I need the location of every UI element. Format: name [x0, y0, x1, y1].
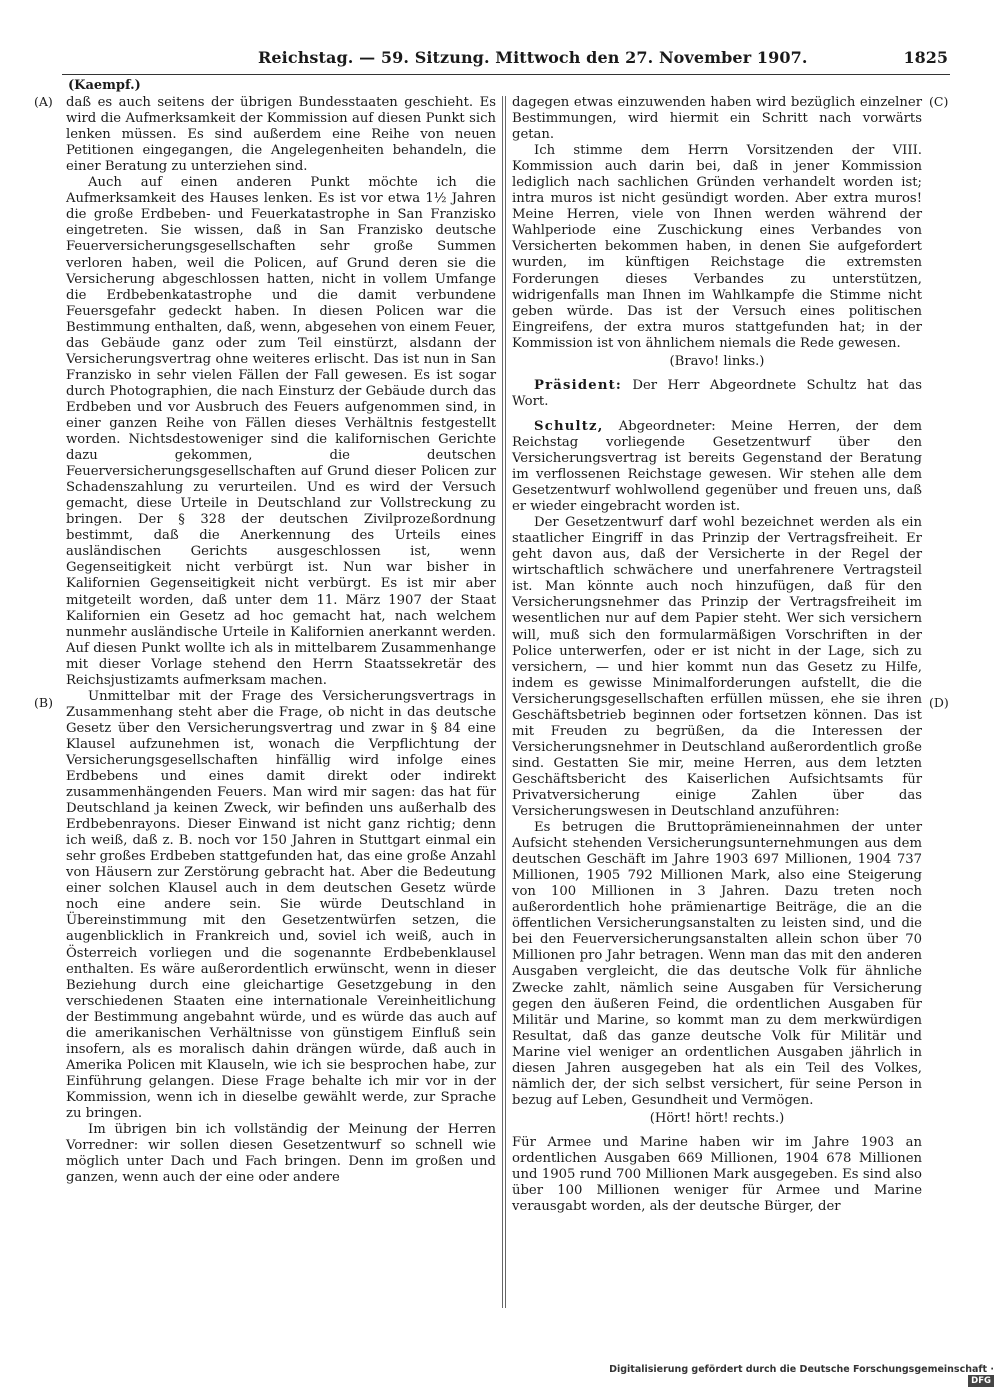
right-column	[512, 95, 922, 1215]
paragraph: Für Armee und Marine haben wir im Jahre 1903 an ordentlichen Ausgaben 669 Millionen, 1904 678 Millionen und 1905 rund 700 Millionen Mark ausgegeben. Es sind also über 100 Millionen weniger für Armee und Marine verausgabt worden, als der deutsche Bürger, der	[512, 1134, 922, 1215]
margin-marker-a: (A)	[34, 94, 53, 109]
margin-marker-d: (D)	[929, 695, 949, 710]
interjection: (Bravo! links.)	[669, 353, 765, 369]
running-head	[258, 46, 948, 70]
paragraph: Ich stimme dem Herrn Vorsitzenden der VIII. Kommission auch darin bei, daß in jener Kommission lediglich nach sachlichen Gründen verhandelt worden ist; intra muros ist nicht gesündigt worden. Aber extra muros! Meine Herren, viele von Ihnen werden während der Wahlperiode eine Zuschickung eines Verbandes von Versicherten bekommen haben, in denen Sie aufgefordert wurden, im künftigen Reichstage die extremsten Forderungen dieses Verbandes zu unterstützen, widrigenfalls man Ihnen im Wahlkampfe die Stimme nicht geben würde. Das ist der Versuch eines politischen Eingreifens, der extra muros stattgefunden hat; in der Kommission ist von ähnlichem niemals die Rede gewesen.	[512, 143, 922, 351]
header-rule	[62, 74, 950, 75]
paragraph: Der Gesetzentwurf darf wohl bezeichnet werden als ein staatlicher Eingriff in das Prinzip der Vertragsfreiheit. Er geht davon aus, daß der Versicherte in der Regel der wirtschaftlich schwächere und unerfahrenere Vertragsteil ist. Man könnte auch noch hinzufügen, daß für den Versicherungsnehmer das Prinzip der Vertragsfreiheit im wesentlichen nur auf dem Papier steht. Wer sich versichern will, muß sich den formularmäßigen Vorschriften in der Police unterwerfen, oder er ist nicht in der Lage, sich zu versichern, — und hier kommt nun das Gesetz zu Hilfe, indem es gewisse Minimalforderungen aufstellt, die die Versicherungsgesellschaften erfüllen müssen, ehe sie ihren Geschäftsbetrieb beginnen oder fortsetzen können. Das ist mit Freuden zu begrüßen, da die Interessen der Versicherungsnehmer in Deutschland außerordentlich große sind. Gestatten Sie mir, meine Herren, aus dem letzten Geschäftsbericht des Kaiserlichen Aufsichtsamts für Privatversicherung einige Zahlen über das Versicherungswesen in Deutschland anzuführen:	[512, 515, 922, 820]
paragraph: Unmittelbar mit der Frage des Versicherungsvertrags in Zusammenhang steht aber die Frage, ob nicht in das deutsche Gesetz über den Versicherungsvertrag und zwar in § 84 eine Klausel aufzunehmen ist, wonach die Verpflichtung der Versicherungsgesellschaften hinfällig wird infolge eines Erdbebens und eines damit direkt oder indirekt zusammenhängenden Feuers. Man wird mir sagen: das hat für Deutschland ja keinen Zweck, wir befinden uns außerhalb des Erdbebenrayons. Dieser Einwand ist nicht ganz richtig; denn ich weiß, daß z. B. noch vor 150 Jahren in Stuttgart einmal ein sehr großes Erdbeben stattgefunden hat, das eine große Anzahl von Häusern zur Zerstörung gebracht hat. Aber die Bedeutung einer solchen Klausel auch in dem deutschen Gesetz würde noch eine andere sein. Sie würde Deutschland in Übereinstimmung mit den Gesetzentwürfen setzen, die augenblicklich in Frankreich und, soviel ich weiß, auch in Österreich vorliegen und die sogenannte Erdbebenklausel enthalten. Es wäre außerordentlich erwünscht, wenn in dieser Beziehung durch eine gleichartige Gesetzgebung in den verschiedenen Staaten eine internationale Vereinheitlichung der Bestimmung angebahnt würde, und es würde das auch auf die amerikanischen Verhältnisse von günstigem Einfluß sein insofern, als es moralisch dahin drängen würde, daß auch in Amerika Policen mit Klauseln, wie ich sie besprochen habe, zur Einführung gelangen. Diese Frage behalte ich mir vor in der Kommission, wenn ich in dieselbe gewählt werde, zur Sprache zu bringen.	[66, 688, 496, 1121]
spacer	[512, 410, 922, 419]
president-remark	[512, 378, 922, 410]
interjection: (Hört! hört! rechts.)	[649, 1110, 785, 1126]
paragraph: daß es auch seitens der übrigen Bundesstaaten geschieht. Es wird die Aufmerksamkeit der Kommission auf diesen Punkt sich lenken müssen. Es sind außerdem eine Reihe von neuen Petitionen eingegangen, die Angelegenheiten behandeln, die einer Beratung zu unterziehen sind.	[66, 95, 496, 175]
paragraph: Auch auf einen anderen Punkt möchte ich die Aufmerksamkeit des Hauses lenken. Es ist vor etwa 1½ Jahren die große Erdbeben- und Feuerkatastrophe in San Franzisko eingetreten. Sie wissen, daß in San Franzisko deutsche Feuerversicherungsgesellschaften sehr große Summen verloren haben, weil die Policen, auf Grund deren sie die Versicherung abgeschlossen hatten, nicht in vollem Umfange die Erdbebenkatastrophe und die damit verbundene Feuersgefahr gedeckt haben. In diesen Policen war die Bestimmung enthalten, daß, wenn, abgesehen von einem Feuer, das Gebäude ganz oder zum Teil einstürzt, alsdann der Versicherungsvertrag ohne weiteres erlischt. Das ist nun in San Franzisko in sehr vielen Fällen der Fall gewesen. Es ist sogar durch Photographien, die nach Einsturz der Gebäude durch das Erdbeben und vor Ausbruch des Feuers aufgenommen sind, in einer ganzen Reihe von Fällen dieses Verhältnis festgestellt worden. Nichtsdestoweniger sind die kalifornischen Gerichte dazu gekommen, die deutschen Feuerversicherungsgesellschaften auf Grund dieser Policen zur Schadenszahlung zu verurteilen. Und es wird der Versuch gemacht, diese Urteile in Deutschland zur Vollstreckung zu bringen. Der § 328 der deutschen Zivilprozeßordnung bestimmt, daß die Anerkennung des Urteils eines ausländischen Gerichts ausgeschlossen ist, wenn Gegenseitigkeit nicht verbürgt ist. Nun war bisher in Kalifornien Gegenseitigkeit nicht verbürgt. Es ist mir aber mitgeteilt worden, daß unter dem 11. März 1907 der Staat Kalifornien ein Gesetz ad hoc gemacht hat, nach welchem nunmehr ausländische Urteile in Kalifornien anerkannt werden. Auf diesen Punkt wollte ich als in mittelbarem Zusammenhange mit dieser Vorlage stehend den Herrn Staatssekretär des Reichsjustizamts aufmerksam machen.	[66, 175, 496, 688]
speech-text: Abgeordneter: Meine Herren, der dem Reichstag vorliegende Gesetzentwurf über den Versicherungsvertrag ist bereits Gegenstand der Beratung im verflossenen Reichstage gewesen. Wir stehen alle dem Gesetzentwurf wohlwollend gegenüber und freuen uns, daß er wieder eingebracht worden ist.	[512, 418, 922, 515]
column-divider-second-line	[505, 96, 506, 1308]
page-number: 1825	[903, 48, 948, 67]
speaker-name: Schultz,	[534, 418, 604, 434]
speech-text: Der Herr Abgeordnete Schultz hat das Wort.	[512, 377, 922, 409]
paragraph: Es betrugen die Bruttoprämieneinnahmen der unter Aufsicht stehenden Versicherungsunternehmungen aus dem deutschen Geschäft im Jahre 1903 697 Millionen, 1904 737 Millionen, 1905 792 Millionen Mark, also eine Steigerung von 100 Millionen in 3 Jahren. Dazu treten noch außerordentlich hohe prämienartige Beiträge, die an die öffentlichen Versicherungsanstalten zu leisten sind, und die bei den Feuerversicherungsanstalten allein schon über 70 Millionen pro Jahr betragen. Wenn man das mit den anderen Ausgaben vergleicht, die das deutsche Volk für ähnliche Zwecke zahlt, nämlich seine Ausgaben für Versicherung gegen den äußeren Feind, die ordentlichen Ausgaben für Militär und Marine, so kommt man zu dem merkwürdigen Resultat, daß das ganze deutsche Volk für Militär und Marine viel weniger an ordentlichen Ausgaben jährlich in diesen Jahren ausgegeben hat als ein Teil des Volkes, nämlich der, der sich selbst versichert, für seine Person in bezug auf Leben, Gesundheit und Vermögen.	[512, 820, 922, 1108]
speaker-name: Präsident:	[534, 377, 623, 393]
paragraph: dagegen etwas einzuwenden haben wird bezüglich einzelner Bestimmungen, wird hiermit ein Schritt nach vorwärts getan.	[512, 95, 922, 143]
digitization-credit	[584, 1364, 994, 1386]
left-column	[66, 78, 496, 1186]
session-title: Reichstag. — 59. Sitzung. Mittwoch den 27. November 1907.	[258, 48, 808, 67]
speaker-tag: (Kaempf.)	[68, 78, 141, 93]
credit-text: Digitalisierung gefördert durch die Deutsche Forschungsgemeinschaft ·	[609, 1364, 994, 1375]
speech-opening	[512, 419, 922, 515]
dfg-logo: DFG	[968, 1375, 994, 1387]
margin-marker-c: (C)	[929, 94, 949, 109]
column-divider	[502, 96, 503, 1308]
margin-marker-b: (B)	[34, 695, 53, 710]
paragraph: Im übrigen bin ich vollständig der Meinung der Herren Vorredner: wir sollen diesen Gesetzentwurf so schnell wie möglich unter Dach und Fach bringen. Denn im großen und ganzen, wenn auch der eine oder andere	[66, 1122, 496, 1186]
